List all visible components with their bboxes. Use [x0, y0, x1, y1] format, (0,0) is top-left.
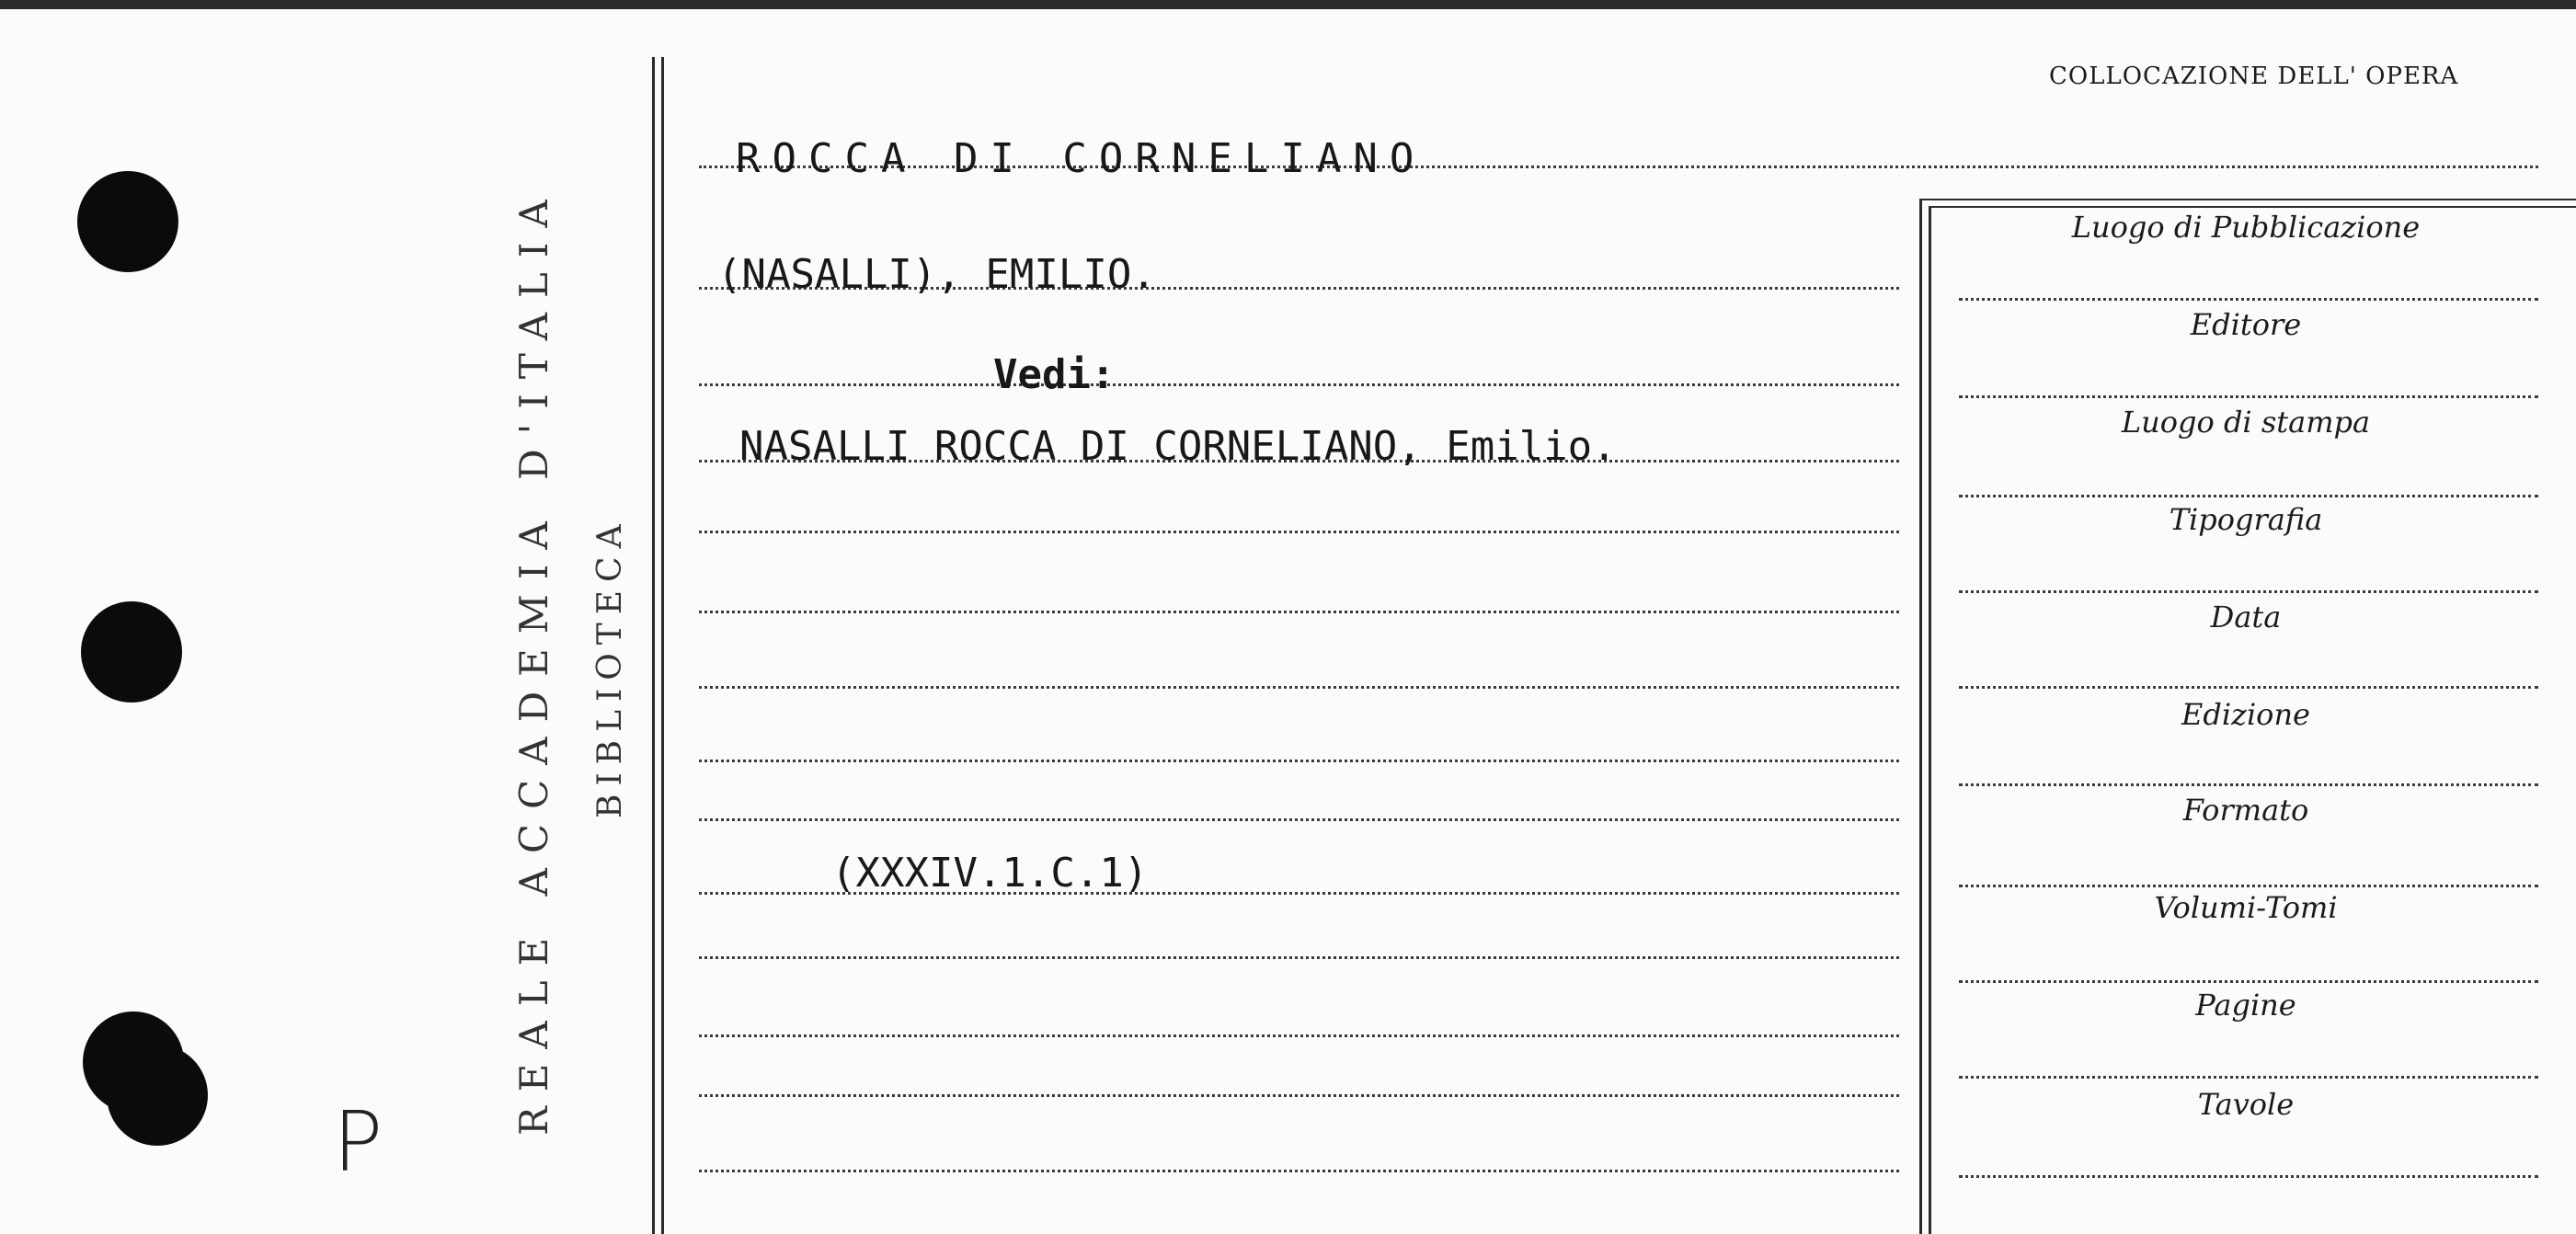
- field-line-7: [1959, 885, 2538, 887]
- field-volumi-tomi: Volumi-Tomi: [2154, 890, 2338, 925]
- entry-line-8: [699, 760, 1899, 762]
- box-left-rule-inner: [1929, 206, 1931, 1234]
- entry-line-13: [699, 1094, 1899, 1097]
- handwritten-mark: P: [333, 1094, 384, 1191]
- field-line-4: [1959, 590, 2538, 593]
- field-line-5: [1959, 686, 2538, 689]
- field-formato: Formato: [2182, 793, 2309, 828]
- field-pagine: Pagine: [2195, 988, 2296, 1023]
- field-line-10: [1959, 1175, 2538, 1178]
- see-reference: NASALLI ROCCA DI CORNELIANO, Emilio.: [739, 423, 1617, 470]
- punch-hole-middle: [81, 601, 182, 703]
- entry-line-6: [699, 611, 1899, 613]
- entry-line-11: [699, 956, 1899, 959]
- left-rule-outer: [652, 57, 655, 1234]
- field-tipografia: Tipografia: [2169, 502, 2323, 537]
- field-line-6: [1959, 783, 2538, 786]
- field-editore: Editore: [2190, 307, 2302, 342]
- entry-line-14: [699, 1170, 1899, 1172]
- field-luogo-pubblicazione: Luogo di Pubblicazione: [2071, 210, 2421, 245]
- entry-line-3: [699, 383, 1899, 386]
- entry-name: (NASALLI), EMILIO.: [717, 251, 1156, 298]
- collocation-label: COLLOCAZIONE DELL' OPERA: [2049, 63, 2459, 90]
- field-tavole: Tavole: [2197, 1087, 2295, 1122]
- punch-hole-top: [77, 171, 178, 272]
- field-line-9: [1959, 1076, 2538, 1079]
- entry-heading: ROCCA DI CORNELIANO: [736, 135, 1426, 182]
- institution-name: REALE ACCADEMIA D'ITALIA: [511, 185, 556, 1136]
- library-label: BIBLIOTECA: [591, 516, 629, 818]
- entry-line-7: [699, 686, 1899, 689]
- box-left-rule-outer: [1919, 199, 1922, 1234]
- field-line-2: [1959, 395, 2538, 398]
- field-line-1: [1959, 298, 2538, 301]
- field-luogo-stampa: Luogo di stampa: [2121, 405, 2371, 440]
- left-rule-inner: [661, 57, 664, 1234]
- card-top-edge: [0, 0, 2576, 9]
- box-top-rule-inner: [1929, 206, 2576, 208]
- punch-hole-bottom-shadow: [107, 1045, 208, 1146]
- see-label: Vedi:: [993, 351, 1116, 398]
- box-top-rule-outer: [1919, 199, 2576, 200]
- field-edizione: Edizione: [2181, 697, 2310, 732]
- entry-line-9: [699, 818, 1899, 821]
- field-line-8: [1959, 980, 2538, 983]
- shelfmark: (XXXIV.1.C.1): [831, 850, 1149, 897]
- entry-line-5: [699, 531, 1899, 533]
- entry-line-12: [699, 1034, 1899, 1037]
- field-line-3: [1959, 495, 2538, 497]
- field-data: Data: [2210, 600, 2282, 634]
